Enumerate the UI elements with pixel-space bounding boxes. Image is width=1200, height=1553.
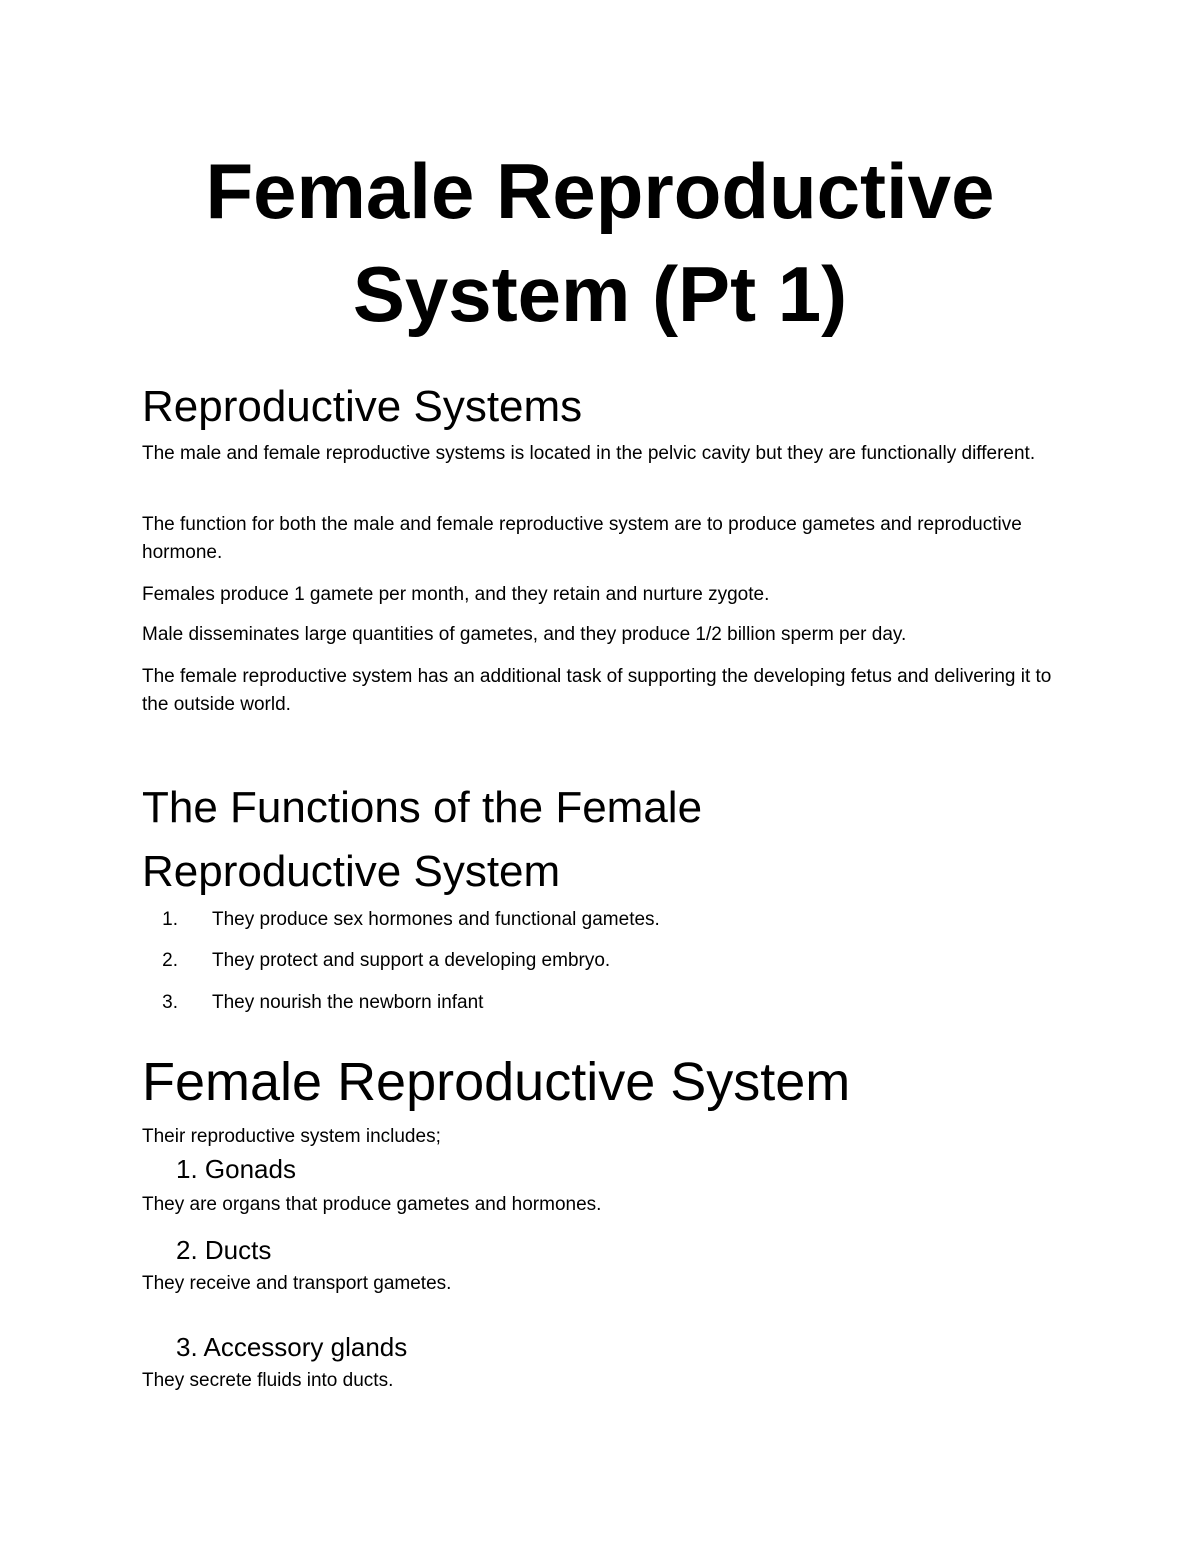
document-title [142,140,1058,346]
ducts-description: They receive and transport gametes. [142,1273,452,1294]
paragraph-1: The male and female reproductive systems is located in the pelvic cavity but they are functionally different. [142,443,1036,464]
gonads-description: They are organs that produce gametes and hormones. [142,1194,602,1215]
paragraph-2: The function for both the male and female reproductive system are to produce gametes and reproductive hormone. [142,514,1022,563]
section-intro: Their reproductive system includes; [142,1126,441,1147]
accessory-glands-description: They secrete fluids into ducts. [142,1370,394,1391]
list-item-text: They produce sex hormones and functional gametes. [212,909,660,930]
section-heading-female-reproductive-system: Female Reproductive System [142,1052,851,1112]
section-heading-functions-line-2: Reproductive System [142,847,561,896]
list-item-text: They nourish the newborn infant [212,992,484,1013]
list-item-text: They protect and support a developing embryo. [212,950,611,971]
paragraph-5: The female reproductive system has an additional task of supporting the developing fetus and delivering it to the outside world. [142,666,1052,715]
list-item-number: 2. [162,950,178,971]
document-title-line-2: System (Pt 1) [352,250,848,338]
list-item [142,906,660,934]
list-item [142,989,483,1017]
subheading-ducts: 2. Ducts [176,1235,272,1265]
document-title-line-1: Female Reproductive [205,147,995,235]
paragraph-3: Females produce 1 gamete per month, and they retain and nurture zygote. [142,584,770,605]
list-item-number: 1. [162,909,178,930]
section-heading-reproductive-systems: Reproductive Systems [142,382,583,431]
subheading-gonads: 1. Gonads [176,1154,296,1184]
section-heading-functions-line-1: The Functions of the Female [142,783,703,832]
paragraph-4: Male disseminates large quantities of gametes, and they produce 1/2 billion sperm per day. [142,624,907,645]
subheading-accessory-glands: 3. Accessory glands [176,1332,408,1362]
list-item [142,947,610,975]
list-item-number: 3. [162,992,178,1013]
